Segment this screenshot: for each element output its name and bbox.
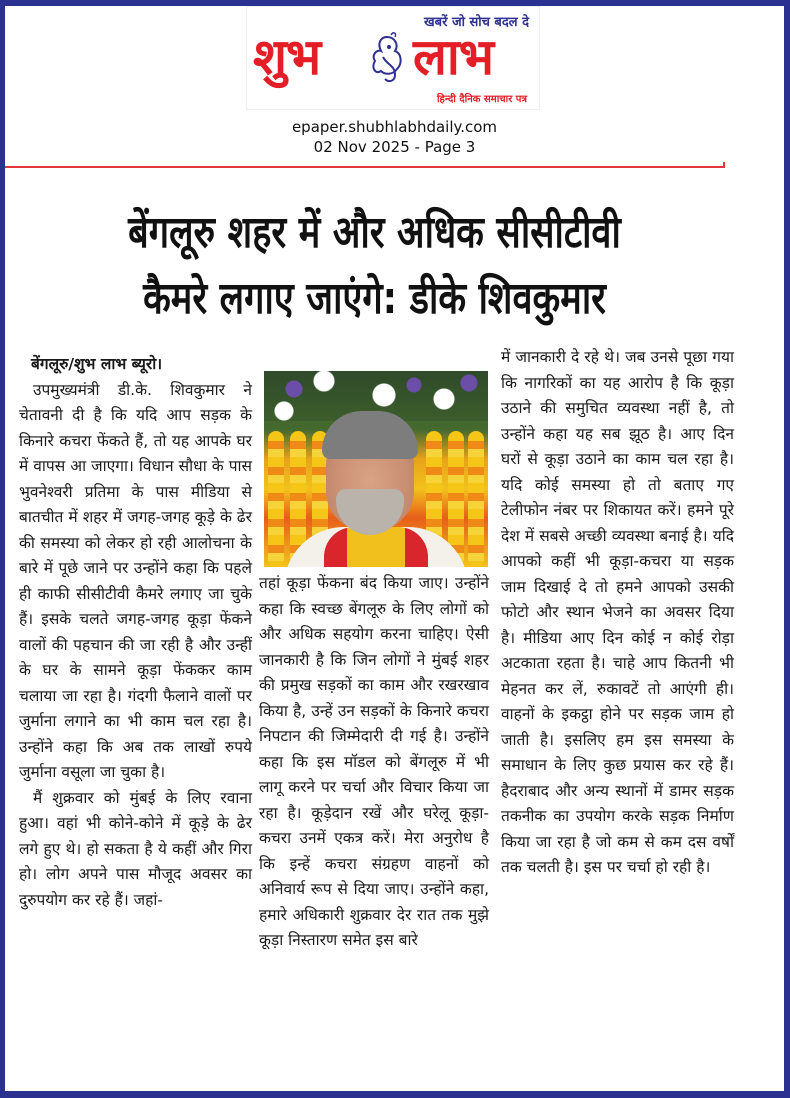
- article-photo[interactable]: [264, 371, 488, 567]
- logo-word-labh: लाभ: [413, 28, 493, 86]
- article-paragraph: मैं शुक्रवार को मुंबई के लिए रवाना हुआ। वहां भी कोने-कोने में कूड़े के ढेर लगे हुए थे। हो सकता है ये कहीं और गिरा हो। लोग अपने पास मौजूद अवसर का दुरुपयोग कर रहे हैं। जहां-: [19, 788, 252, 909]
- article-column-middle: [259, 571, 489, 954]
- header-divider: [5, 166, 724, 168]
- article-paragraph: में जानकारी दे रहे थे। जब उनसे पूछा गया कि नागरिकों का यह आरोप है कि कूड़ा उठाने की समुचित व्यवस्था नहीं है, तो उन्होंने कहा यह सब झूठ है। आए दिन घरों से कूड़ा उठाने का काम चल रहा है। यदि कोई समस्या हो तो बताए गए टेलीफोन नंबर पर शिकायत करें। हमने पूरे देश में सबसे अच्छी व्यवस्था बनाई है। यदि आपको कहीं भी कूड़ा-कचरा या सड़क जाम दिखाई दे तो हमने आपको उसकी फोटो और स्थान भेजने का अवसर दिया है। मीडिया आए दिन कोई न कोई रोड़ा अटकाता रहता है। चाहे आप कितनी भी मेहनत कर लें, रुकावटें तो आएंगी ही। वाहनों के इकट्ठा होने पर सड़क जाम हो जाती है। इसलिए हम इस समस्या के समाधान के लिए कुछ प्रयास कर रहे हैं। हैदराबाद और अन्य स्थानों में डामर सड़क तकनीक का उपयोग करके सड़क निर्माण किया जा रहा है जो कम से कम दस वर्षों तक चलती है। इस पर चर्चा हो रही है।: [501, 348, 734, 876]
- article-headline-line2: कैमरे लगाए जाएंगे: डीके शिवकुमार: [143, 273, 606, 324]
- article-column-right: [501, 345, 734, 881]
- article-paragraph: तहां कूड़ा फेंकना बंद किया जाए। उन्होंने कहा कि स्वच्छ बेंगलूरु के लिए लोगों को और अधिक सहयोग करना चाहिए। ऐसी जानकारी है कि जिन लोगों ने मुंबई शहर की प्रमुख सड़कों का काम और रखरखाव किया है, उन्हें उन सड़कों के किनारे कचरा निपटान की जिम्मेदारी दी गई है। उन्होंने कहा कि इस मॉडल को बेंगलूरु में भी लागू करने पर चर्चा और विचार किया जा रहा है। कूड़ेदान रखें और घरेलू कूड़ा-कचरा उनमें एकत्र करें। मेरा अनुरोध है कि इन्हें कचरा संग्रहण वाहनों को अनिवार्य रूप से दिया जाए। उन्होंने कहा, हमारे अधिकारी शुक्रवार देर रात तक मुझे कूड़ा निस्तारण समेत इस बारे: [259, 574, 489, 949]
- header-divider-end: [723, 162, 725, 168]
- photo-garland: [468, 431, 484, 567]
- photo-garland: [268, 431, 284, 567]
- epaper-page: [5, 6, 784, 1091]
- masthead-tagline: खबरें जो सोच बदल दे: [424, 15, 529, 30]
- masthead-subtagline: हिन्दी दैनिक समाचार पत्र: [436, 94, 527, 105]
- article-headline-line1: बेंगलूरु शहर में और अधिक सीसीटीवी: [128, 207, 621, 258]
- article-column-left: [19, 352, 252, 913]
- ganesha-emblem-icon: [365, 31, 409, 87]
- epaper-url[interactable]: epaper.shubhlabhdaily.com: [291, 118, 498, 136]
- article-dateline: बेंगलूरु/शुभ लाभ ब्यूरो।: [31, 355, 163, 373]
- article-paragraph: उपमुख्यमंत्री डी.के. शिवकुमार ने चेतावनी दी है कि यदि आप सड़क के किनारे कचरा फेंकते हैं, तो यह आपके घर में वापस आ जाएगा। विधान सौधा के पास भुवनेश्वरी प्रतिमा के पास मीडिया से बातचीत में शहर में जगह-जगह कूड़े के ढेर की समस्या को लेकर हो रही आलोचना के बारे में पूछे जाने पर उन्होंने कहा कि पहले ही काफी सीसीटीवी कैमरे लगाए जा चुके हैं। इसके चलते जगह-जगह कूड़ा फेंकने वालों की पहचान की जा रही है और उन्हीं के घर के सामने कूड़ा फेंककर काम चलाया जा रहा है। गंदगी फैलाने वालों पर जुर्माना लगाने का भी काम चल रहा है। उन्होंने कहा कि अब तक लाखों रुपये जुर्माना वसूला जा चुका है।: [19, 380, 252, 781]
- masthead-logo[interactable]: [246, 6, 540, 110]
- edition-date-page: 02 Nov 2025 - Page 3: [313, 138, 476, 156]
- logo-word-shubh: शुभ: [253, 28, 321, 86]
